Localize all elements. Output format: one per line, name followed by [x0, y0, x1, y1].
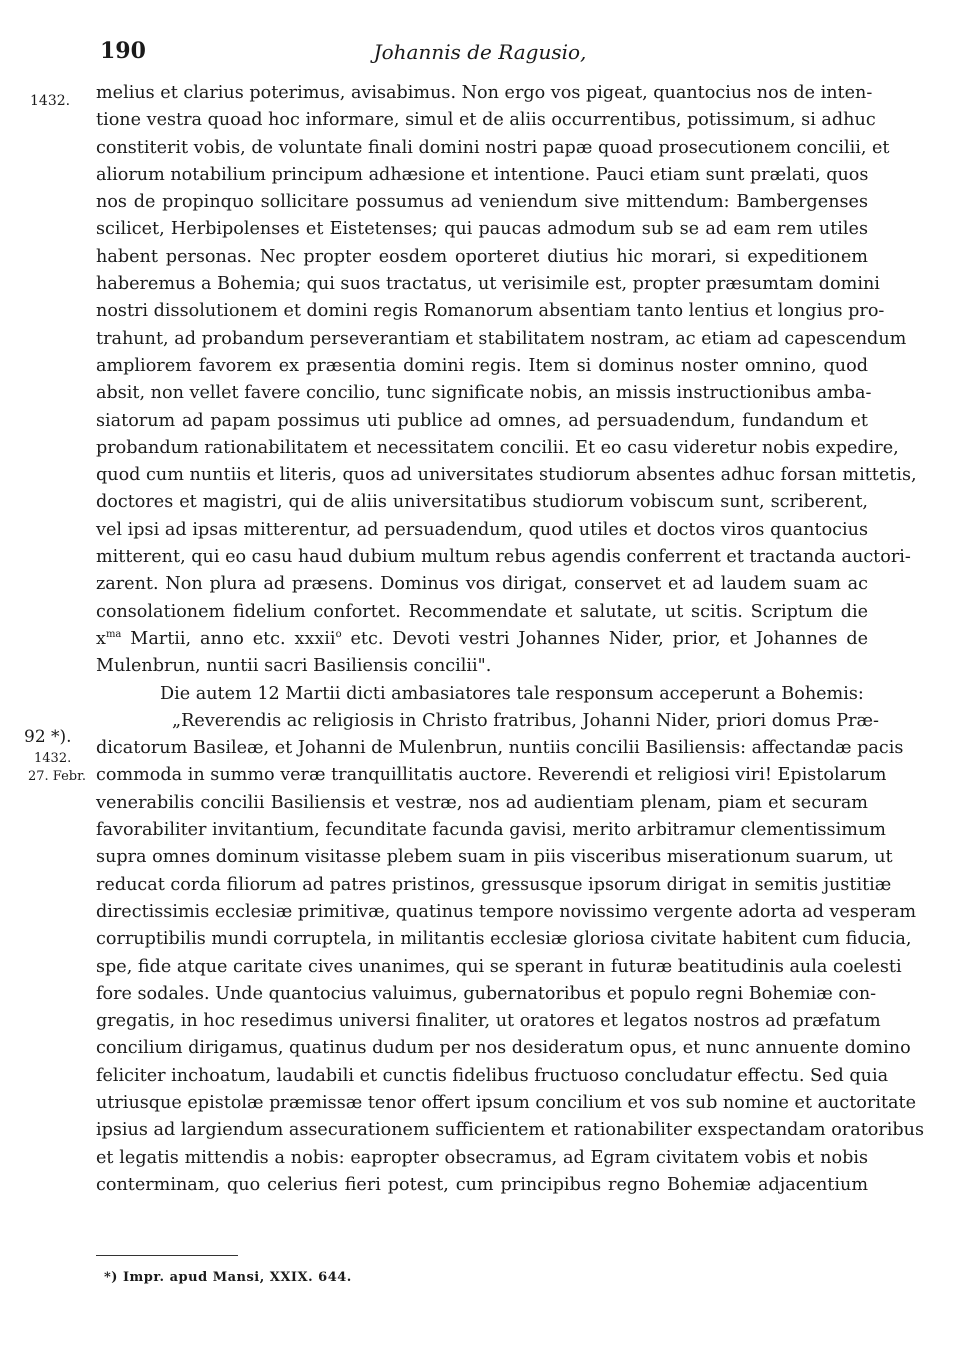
text-line: nostri dissolutionem et domini regis Romanorum absentiam tanto lentius et longius pro- — [96, 301, 885, 322]
text-line: Mulenbrun, nuntii sacri Basiliensis concilii". — [96, 656, 492, 677]
text-line: spe, fide atque caritate cives unanimes, qui se sperant in futuræ beatitudinis aula coelesti — [96, 956, 902, 977]
text-line: haberemus a Bohemia; qui suos tractatus, ut verisimile est, propter præsumtam domini — [96, 274, 880, 295]
text-line: Die autem 12 Martii dicti ambasiatores tale responsum acceperunt a Bohemis: — [160, 683, 864, 704]
text-line: nos de propinquo sollicitare possumus ad veniendum sive mittendum: Bambergenses — [96, 192, 868, 213]
text-line: et legatis mittendis a nobis: eapropter obsecramus, ad Egram civitatem vobis et nobis — [96, 1147, 868, 1168]
running-title: Johannis de Ragusio, — [373, 40, 587, 64]
page-number: 190 — [100, 38, 146, 64]
margin-year-bottom: 1432. — [34, 751, 72, 766]
margin-doc-number: 92 *). — [24, 727, 72, 747]
date-text: Martii, anno etc. xxxii — [121, 628, 336, 649]
text-line: absit, non vellet favere concilio, tunc significate nobis, an missis instructionibus amba- — [96, 383, 872, 404]
text-line: venerabilis concilii Basiliensis et vestræ, nos ad audientiam plenam, piam et securam — [96, 792, 868, 813]
text-line: siatorum ad papam possimus uti publice ad omnes, ad persuadendum, fundandum et — [96, 410, 868, 431]
text-line: aliorum notabilium principum adhæsione et intentione. Pauci etiam sunt prælati, quos — [96, 164, 869, 185]
text-line: corruptibilis mundi corruptela, in militantis ecclesiæ gloriosa civitate habitent cum fiducia, — [96, 929, 912, 950]
text-line: „Reverendis ac religiosis in Christo fratribus, Johanni Nider, priori domus Præ- — [172, 710, 879, 731]
text-line: tione vestra quoad hoc informare, simul et de aliis occurrentibus, potissimum, si adhuc — [96, 110, 876, 131]
ordinal-suffix: ma — [105, 629, 122, 641]
signature-text: etc. Devoti vestri Johannes Nider, prior, et Johannes de — [341, 628, 869, 649]
text-line: conterminam, quo celerius fieri potest, cum principibus regno Bohemiæ adjacentium — [96, 1174, 868, 1195]
text-line: directissimis ecclesiæ primitivæ, quatinus tempore novissimo vergente adorta ad vesperam — [96, 901, 917, 922]
year-suffix: o — [335, 629, 342, 641]
text-line: supra omnes dominum visitasse plebem suam in piis visceribus miserationum suarum, ut — [96, 847, 893, 868]
text-line: feliciter inchoatum, laudabili et cunctis fidelibus fructuoso concludatur effectu. Sed quia — [96, 1065, 889, 1086]
text-line: habent personas. Nec propter eosdem oporteret diutius hic morari, si expeditionem — [96, 246, 868, 267]
text-line: reducat corda filiorum ad patres pristinos, gressusque ipsorum dirigat in semitis justitiæ — [96, 874, 892, 895]
margin-year-top: 1432. — [30, 93, 71, 109]
text-line: mitterent, qui eo casu haud dubium multum rebus agendis conferrent et tractanda auctori- — [96, 547, 911, 568]
text-line: dicatorum Basileæ, et Johanni de Mulenbrun, nuntiis concilii Basiliensis: affectandæ pacis — [96, 738, 904, 759]
text-line: gregatis, in hoc resedimus universi finaliter, ut oratores et legatos nostros ad præfatum — [96, 1011, 881, 1032]
margin-date-bottom: 27. Febr. — [28, 769, 87, 784]
footnote-rule — [96, 1255, 238, 1256]
text-line: ipsius ad largiendum assecurationem sufficientem et rationabiliter exspectandam oratoribus — [96, 1120, 925, 1141]
text-line: fore sodales. Unde quantocius valuimus, gubernatoribus et populo regni Bohemiæ con- — [96, 983, 877, 1004]
text-line: favorabiliter invitantium, fecunditate facunda gavisi, merito arbitramur clementissimum — [96, 820, 886, 841]
text-line: scilicet, Herbipolenses et Eistetenses; qui paucas admodum sub se ad eam rem utiles — [96, 219, 868, 240]
text-line: zarent. Non plura ad præsens. Dominus vos dirigat, conservet et ad laudem suam ac — [96, 574, 868, 595]
ordinal-x: x — [96, 628, 106, 649]
text-line: constiterit vobis, de voluntate finali domini nostri papæ quoad prosecutionem concilii, et — [96, 137, 890, 158]
text-line: probandum rationabilitatem et necessitatem concilii. Et eo casu videretur nobis expedire, — [96, 437, 899, 458]
text-line: melius et clarius poterimus, avisabimus. Non ergo vos pigeat, quantocius nos de inten- — [96, 83, 873, 103]
text-line: doctores et magistri, qui de aliis universitatibus studiorum vobiscum sunt, scriberent, — [96, 492, 868, 513]
text-line: consolationem fidelium confortet. Recommendate et salutate, ut scitis. Scriptum die — [96, 601, 868, 622]
footnote: *) Impr. apud Mansi, XXIX. 644. — [104, 1270, 352, 1285]
text-line: utriusque epistolæ præmissæ tenor offert ipsum concilium et vos sub nomine et auctoritate — [96, 1092, 916, 1113]
text-line: vel ipsi ad ipsas mitterentur, ad persuadendum, quod utiles et doctos viros quantocius — [96, 519, 868, 540]
text-line: concilium dirigamus, quatinus dudum per nos desideratum opus, et nunc annuente domino — [96, 1038, 911, 1059]
text-line: quod cum nuntiis et literis, quos ad universitates studiorum absentes adhuc forsan mittetis, — [96, 465, 917, 486]
text-line-date — [96, 626, 868, 653]
text-line: ampliorem favorem ex præsentia domini regis. Item si dominus noster omnino, quod — [96, 355, 868, 376]
text-line: trahunt, ad probandum perseverantiam et stabilitatem nostram, ac etiam ad capescendum — [96, 328, 907, 349]
text-line: commoda in summo veræ tranquillitatis auctore. Reverendi et religiosi viri! Epistolarum — [96, 765, 887, 786]
body-text — [96, 80, 925, 1199]
